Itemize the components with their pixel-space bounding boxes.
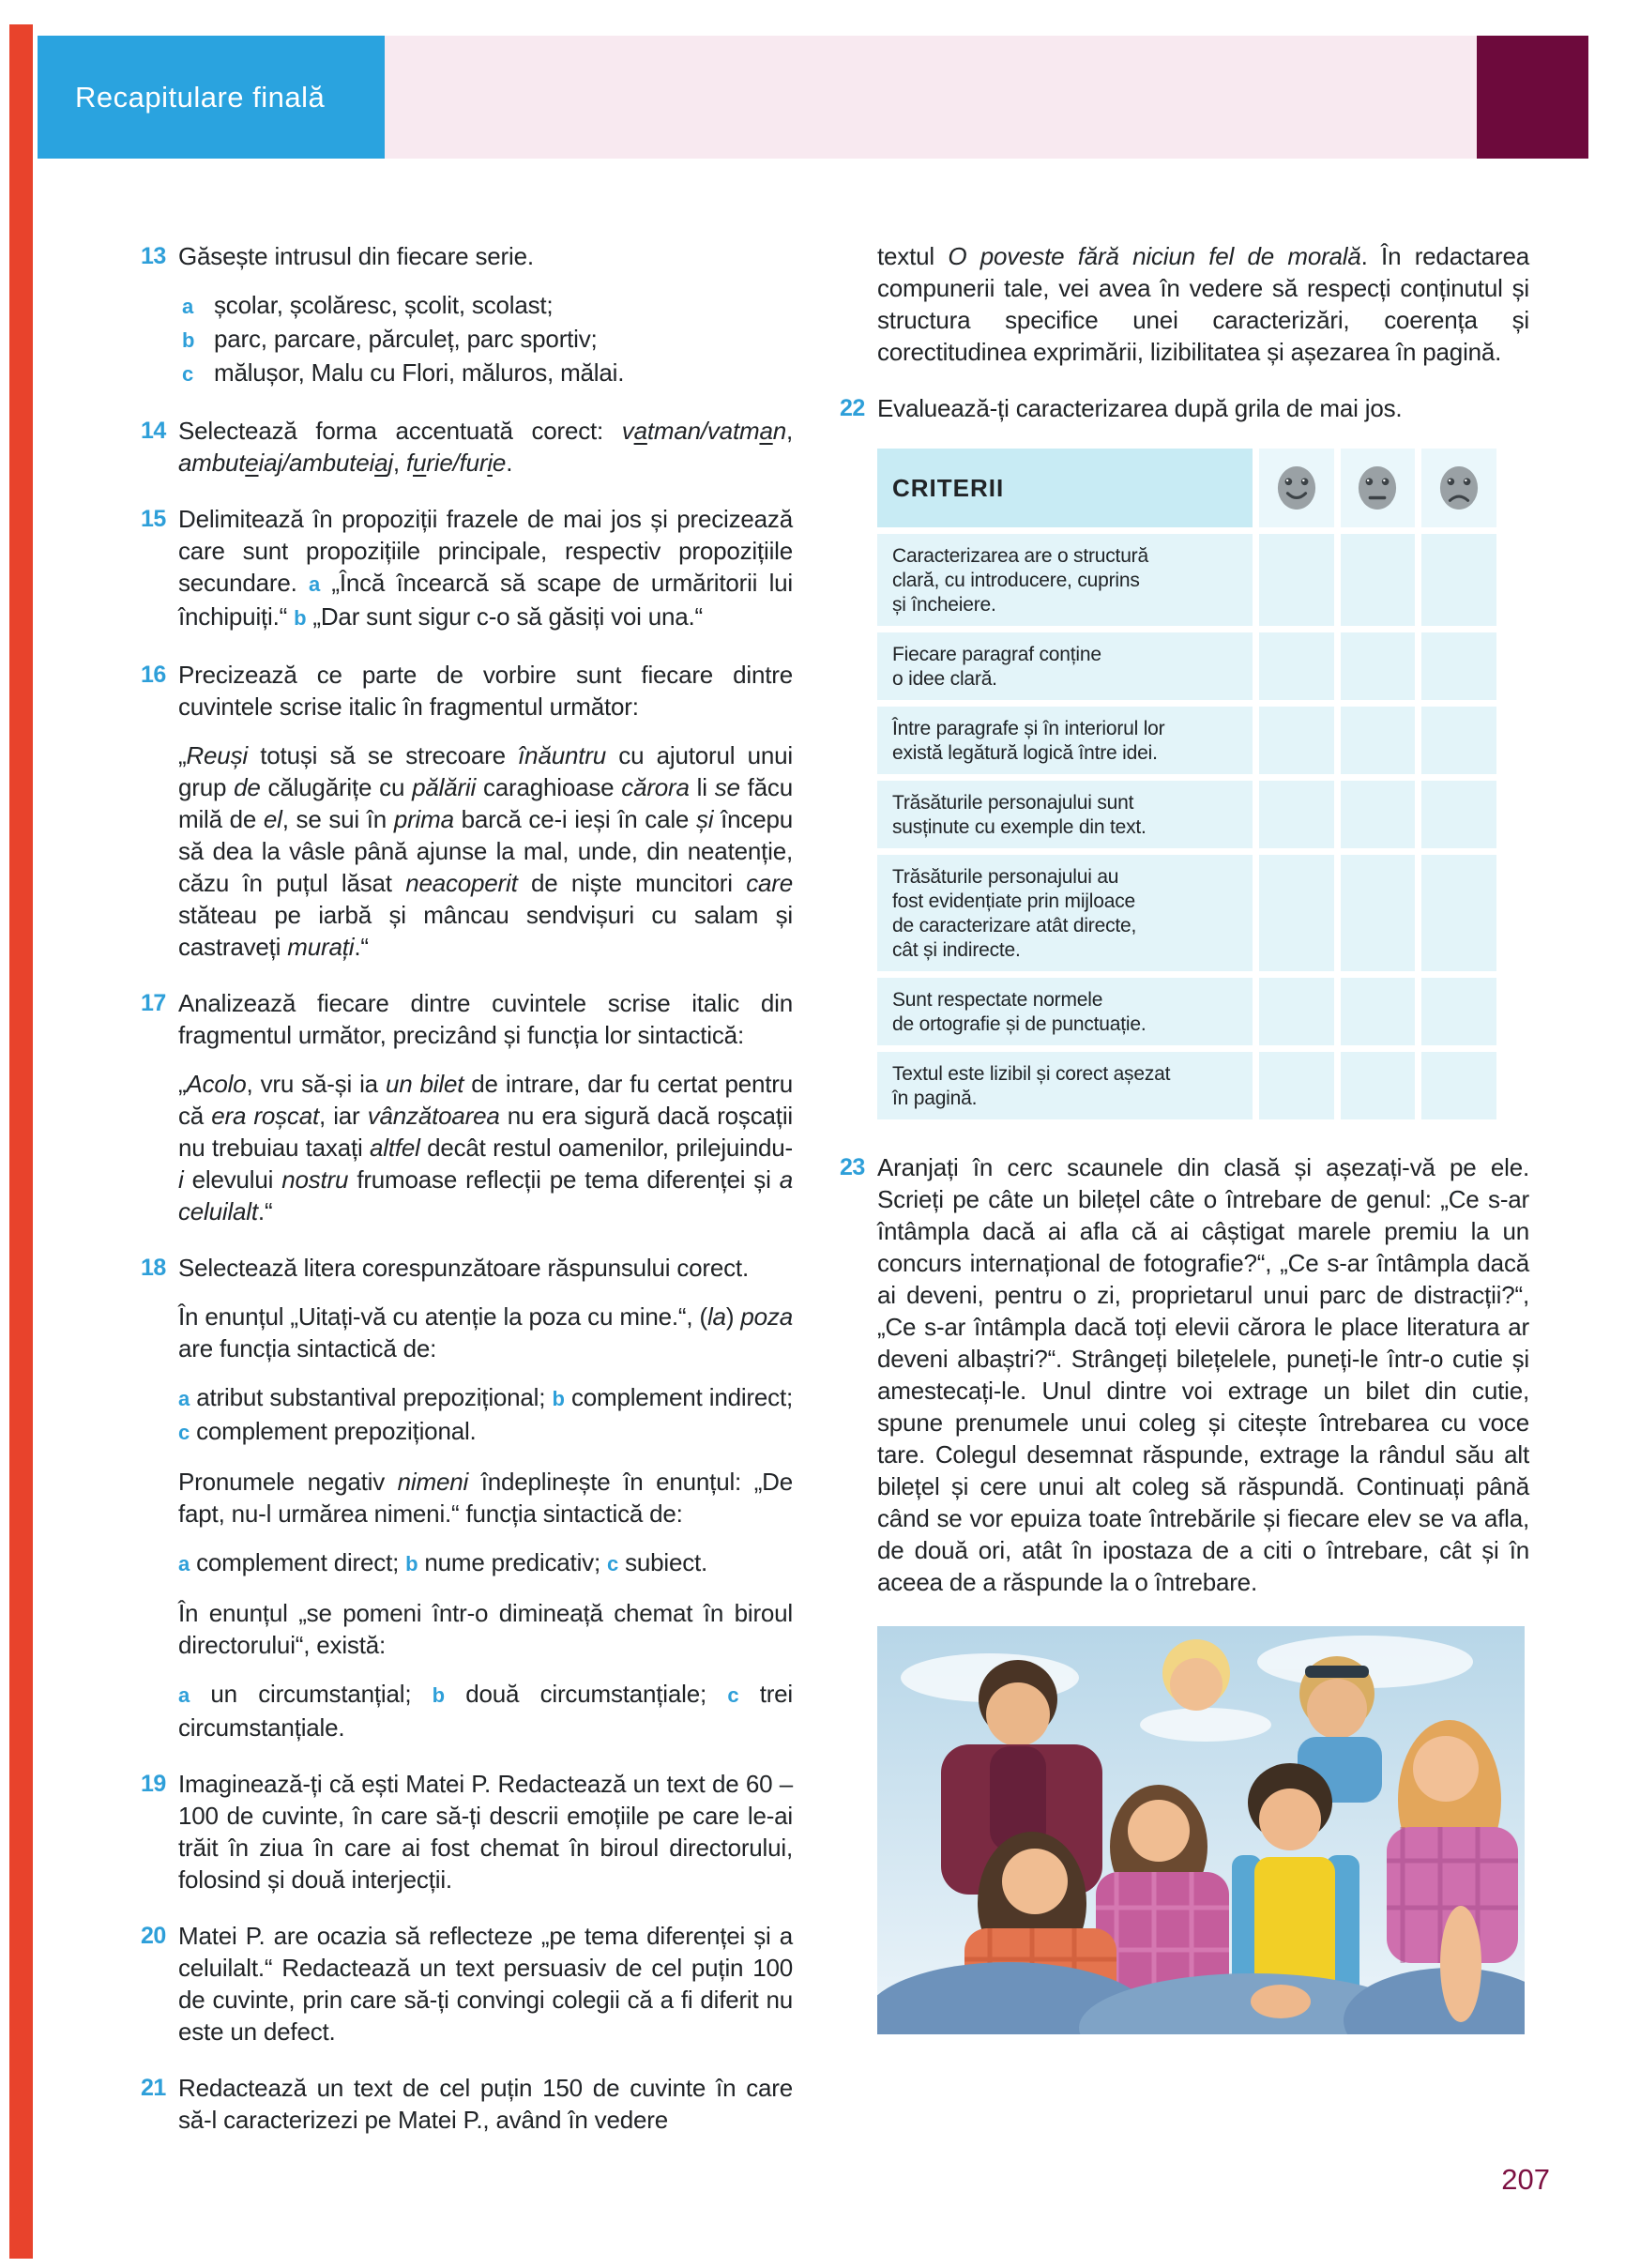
text-segment: de niște muncitori <box>517 869 747 897</box>
text-segment: are funcția sintactică de: <box>178 1334 437 1362</box>
text-segment: Precizează ce parte de vorbire sunt fiecare dintre cuvintele scrise italic în fragmentul următor: <box>178 661 793 721</box>
table-row <box>877 1052 1496 1119</box>
text-segment: se <box>714 773 740 801</box>
text-segment: Delimitează în propoziții frazele de mai jos și precizează care sunt propozițiile principale, respectiv propozițiile secundare. <box>178 505 793 597</box>
text-segment: , <box>392 449 406 477</box>
option-line <box>178 323 793 357</box>
exercise-body <box>178 659 793 963</box>
criteria-line: fost evidențiate prin mijloace <box>892 890 1135 912</box>
answer-cell <box>1259 978 1334 1045</box>
text-segment: Analizează fiecare dintre cuvintele scrise italic din fragmentul următor, precizând și funcția lor sintactică: <box>178 989 793 1049</box>
text-segment: cu ajutorul unui grup <box>178 741 793 801</box>
table-row <box>877 855 1496 971</box>
text-segment: nume predicativ; <box>418 1548 607 1576</box>
answer-cell <box>1421 632 1496 700</box>
criteria-line: Sunt respectate normele <box>892 989 1103 1011</box>
text-segment: „ <box>178 1070 187 1098</box>
text-segment: nu era sigură dacă roșcații nu trebuiau taxați <box>178 1102 793 1162</box>
text-segment: Aranjați în cerc scaunele din clasă și așezați-vă pe ele. Scrieți pe câte un bilețel câte o întrebare de genul: „Ce s-ar întâmpla dacă ai afla că ai câștigat marele premiu la un concurs internațional de fotografie?“, „Ce s-ar întâmpla dacă ai deveni, pentru o zi, proprietarul unui parc de distracții?“, „Ce s-ar întâmpla dacă toți elevii cărora le place literatura ar deveni albaștri?“. Strângeți bilețelele, puneți-le într-o cutie și amestecați-le. Unul dintre voi extrage un bilet din cutie, spune prenumele unui coleg și citește întrebarea cu voce tare. Colegul desemnat răspunde, extrage la rândul său alt bilețel și cere unui alt coleg să răspundă. Continuați până când se vor epuiza toate întrebările și fiecare elev se va afla, de două ori, atât în ipostaza de a citi o întrebare, cât și în aceea de a răspunde la o întrebare. <box>877 1153 1529 1596</box>
criteria-cell <box>877 1052 1253 1119</box>
text-segment: nostru <box>281 1165 349 1194</box>
paragraph <box>877 392 1529 424</box>
option-letter: b <box>432 1683 445 1707</box>
text-segment: Selectează forma accentuată corect: <box>178 417 622 445</box>
option-letter: a <box>178 1683 190 1707</box>
paragraph <box>178 503 793 634</box>
paragraph <box>178 1597 793 1661</box>
text-segment: n <box>772 417 786 445</box>
criteria-cell <box>877 978 1253 1045</box>
text-segment: „ <box>178 741 187 769</box>
option-letter: b <box>294 606 307 630</box>
criteria-line: o idee clară. <box>892 668 997 690</box>
text-segment: murați <box>287 933 355 961</box>
exercise-number: 18 <box>141 1255 166 1281</box>
criteria-line: Între paragrafe și în interiorul lor <box>892 718 1165 739</box>
exercise-22 <box>840 392 1529 424</box>
exercise-17 <box>141 987 793 1227</box>
text-segment: În enunțul „Uitați-vă cu atenție la poza cu mine.“, ( <box>178 1302 707 1331</box>
happy-face-icon <box>1259 449 1334 527</box>
table-row <box>877 707 1496 774</box>
text-segment: barcă ce-i ieși în cale <box>453 805 696 833</box>
option-letter: a <box>308 572 321 596</box>
exercise-13 <box>141 240 793 390</box>
criteria-line: Fiecare paragraf conține <box>892 644 1101 665</box>
answer-cell <box>1341 855 1416 971</box>
text-segment: îndeplinește în enunțul: „De fapt, nu-l urmărea nimeni.“ funcția sintactică de: <box>178 1468 793 1528</box>
criteria-line: Caracterizarea are o structură <box>892 545 1148 567</box>
option-letter: b <box>552 1387 565 1410</box>
answer-cell <box>1421 978 1496 1045</box>
exercise-body <box>178 240 793 390</box>
text-segment: el <box>263 805 282 833</box>
text-segment: j <box>387 449 393 477</box>
text-segment: atribut substantival prepozițional; <box>190 1383 553 1411</box>
text-segment: începu să dea la vâsle până ajunse la mal, unde, din neatenție, căzu în puțul lăsat <box>178 805 793 897</box>
exercise-number: 16 <box>141 662 166 688</box>
text-segment: a celuilalt <box>178 1165 793 1225</box>
paragraph <box>178 1546 793 1580</box>
neutral-face-glyph <box>1357 464 1398 511</box>
text-segment: făcu milă de <box>178 773 793 833</box>
text-segment: trei circumstanțiale. <box>178 1680 794 1742</box>
paragraph <box>178 1301 793 1364</box>
paragraph <box>178 1466 793 1530</box>
paragraph <box>178 739 793 963</box>
answer-cell <box>1341 978 1416 1045</box>
exercise-23 <box>840 1151 1529 1598</box>
text-segment: stăteau pe iarbă și mâncau sendvișuri cu salam și castraveți <box>178 901 793 961</box>
exercise-19 <box>141 1768 793 1895</box>
text-segment: rie/fur <box>426 449 488 477</box>
option-letter: a <box>178 1552 190 1575</box>
option-letter: b <box>405 1552 418 1575</box>
exercise-20 <box>141 1920 793 2047</box>
text-segment: textul <box>877 242 949 270</box>
text-segment: Redactează un text de cel puțin 150 de cuvinte în care să-l caracterizezi pe Matei P., având în vedere <box>178 2074 793 2134</box>
answer-cell <box>1259 707 1334 774</box>
text-segment: În enunțul „se pomeni într-o dimineață chemat în biroul directorului“, există: <box>178 1599 793 1659</box>
exercise-number: 23 <box>840 1154 865 1180</box>
text-segment: caraghioase <box>476 773 622 801</box>
criteria-rows <box>877 534 1496 1119</box>
paragraph <box>178 1252 793 1284</box>
exercise-14 <box>141 415 793 479</box>
teens-photo <box>877 1626 1525 2034</box>
text-segment: un bilet <box>385 1070 464 1098</box>
text-segment: complement indirect; <box>564 1383 793 1411</box>
text-segment: , <box>785 417 793 445</box>
text-segment: v <box>621 417 634 445</box>
criteria-line: de caracterizare atât directe, <box>892 915 1137 936</box>
exercise-body <box>178 1252 793 1743</box>
exercise-body <box>178 2072 793 2136</box>
options <box>178 289 793 390</box>
criteria-line: și încheiere. <box>892 594 996 616</box>
option-letter: a <box>182 295 194 318</box>
text-segment: u <box>413 449 427 477</box>
text-segment: a <box>374 449 388 477</box>
text-segment: f <box>405 449 414 477</box>
happy-face-glyph <box>1276 464 1317 511</box>
neutral-face-icon <box>1341 449 1416 527</box>
text-segment: ) <box>725 1302 741 1331</box>
answer-cell <box>1341 1052 1416 1119</box>
paragraph <box>877 1151 1529 1598</box>
text-segment: i <box>487 449 493 477</box>
exercise-number: 15 <box>141 506 166 532</box>
table-row <box>877 781 1496 848</box>
text-segment: nimeni <box>397 1468 469 1496</box>
answer-cell <box>1259 781 1334 848</box>
text-segment: ambut <box>178 449 246 477</box>
exercise-number: 13 <box>141 243 166 269</box>
intro-paragraph <box>877 240 1529 368</box>
paragraph <box>178 240 793 272</box>
answer-cell <box>1341 781 1416 848</box>
text-segment: a <box>759 417 773 445</box>
paragraph <box>178 1381 793 1449</box>
option-letter: c <box>607 1552 619 1575</box>
text-segment: complement prepozițional. <box>190 1417 477 1445</box>
table-row <box>877 534 1496 626</box>
text-segment: Evaluează-ți caracterizarea după grila de mai jos. <box>877 394 1403 422</box>
chapter-tab-label: Recapitulare finală <box>75 80 326 114</box>
text-segment: Reuși <box>186 741 248 769</box>
criteria-header-cell: CRITERII <box>877 449 1253 527</box>
sad-face-icon <box>1421 449 1496 527</box>
answer-cell <box>1259 855 1334 971</box>
paragraph <box>178 1768 793 1895</box>
option-line <box>178 289 793 323</box>
text-segment: decât restul oamenilor, prilejuindu- <box>419 1134 793 1162</box>
answer-cell <box>1421 855 1496 971</box>
page-edge-strip <box>9 24 33 2259</box>
text-segment: subiect. <box>618 1548 708 1576</box>
text-segment: parc, parcare, părculeț, parc sportiv; <box>214 325 598 353</box>
text-segment: frumoase reflecții pe tema diferenței și <box>348 1165 780 1194</box>
exercise-number: 20 <box>141 1923 166 1949</box>
exercise-body <box>877 1151 1529 1598</box>
teens-photo-illustration <box>877 1626 1525 2034</box>
text-segment: Matei P. are ocazia să reflecteze „pe tema diferenței și a celuilalt.“ Redactează un text persuasiv de cel puțin 100 de cuvinte, prin care să-ți convingi colegii că a fi diferit nu este un defect. <box>178 1922 793 2046</box>
text-segment: înăuntru <box>518 741 606 769</box>
text-segment: i <box>178 1165 184 1194</box>
text-segment: un circumstanțial; <box>190 1680 433 1708</box>
text-segment: la <box>706 1302 726 1331</box>
text-segment: altfel <box>369 1134 420 1162</box>
exercise-body <box>178 1920 793 2047</box>
criteria-table <box>877 449 1496 1119</box>
answer-cell <box>1421 534 1496 626</box>
text-segment: e <box>245 449 259 477</box>
text-segment: de <box>234 773 261 801</box>
text-segment: Selectează litera corespunzătoare răspunsului corect. <box>178 1254 749 1282</box>
paragraph <box>178 415 793 479</box>
text-segment: totuși să se strecoare <box>247 741 519 769</box>
text-segment: de intrare, dar fu certat pentru că <box>178 1070 793 1130</box>
text-segment: mălușor, Malu cu Flori, măluros, mălai. <box>214 358 625 387</box>
answer-cell <box>1421 781 1496 848</box>
criteria-cell <box>877 855 1253 971</box>
criteria-cell <box>877 632 1253 700</box>
exercise-body <box>178 415 793 479</box>
table-row <box>877 632 1496 700</box>
option-letter: c <box>182 362 194 386</box>
text-segment: Acolo <box>186 1070 247 1098</box>
paragraph <box>178 1678 793 1743</box>
right-column <box>840 240 1529 2034</box>
criteria-cell <box>877 781 1253 848</box>
exercise-21 <box>141 2072 793 2136</box>
text-segment: care <box>746 869 793 897</box>
text-segment: călugărițe cu <box>260 773 413 801</box>
exercise-number: 21 <box>141 2075 166 2101</box>
option-letter: a <box>178 1387 190 1410</box>
text-segment: , se sui în <box>281 805 394 833</box>
answer-cell <box>1341 534 1416 626</box>
criteria-cell <box>877 534 1253 626</box>
exercise-body <box>178 503 793 634</box>
paragraph <box>178 987 793 1051</box>
option-line <box>178 357 793 390</box>
text-segment: Imaginează-ți că ești Matei P. Redactează un text de 60 – 100 de cuvinte, în care să-ți descrii emoțiile pe care le-ai trăit în ziua în care ai fost chemat în biroul directorului, folosind și două interjecții. <box>178 1770 793 1894</box>
text-segment: era roșcat <box>211 1102 320 1130</box>
criteria-line: în pagină. <box>892 1088 978 1109</box>
left-column <box>141 240 793 2160</box>
text-segment: , iar <box>319 1102 368 1130</box>
text-segment: „Încă încearcă să scape de urmăritorii lui închipuiți.“ <box>178 569 794 631</box>
option-letter: c <box>178 1421 190 1444</box>
paragraph <box>178 2072 793 2136</box>
option-letter: b <box>182 328 195 352</box>
criteria-cell <box>877 707 1253 774</box>
exercise-16 <box>141 659 793 963</box>
text-segment: pălării <box>412 773 477 801</box>
criteria-line: de ortografie și de punctuație. <box>892 1013 1147 1035</box>
text-segment: prima <box>393 805 454 833</box>
chapter-tab <box>38 36 385 159</box>
option-letter: c <box>727 1683 739 1707</box>
text-segment: vânzătoarea <box>367 1102 500 1130</box>
header-band <box>385 36 1477 159</box>
answer-cell <box>1341 632 1416 700</box>
text-segment: cărora <box>621 773 690 801</box>
text-segment: a <box>633 417 647 445</box>
answer-cell <box>1259 632 1334 700</box>
text-segment: , vru să-și ia <box>246 1070 386 1098</box>
text-segment: poza <box>740 1302 793 1331</box>
exercise-number: 14 <box>141 418 166 444</box>
table-row <box>877 978 1496 1045</box>
sad-face-glyph <box>1438 464 1480 511</box>
exercise-number: 22 <box>840 395 865 421</box>
exercise-body <box>178 1768 793 1895</box>
criteria-line: Trăsăturile personajului au <box>892 866 1119 888</box>
text-segment: li <box>689 773 715 801</box>
text-segment: elevului <box>183 1165 282 1194</box>
answer-cell <box>1421 1052 1496 1119</box>
exercise-number: 17 <box>141 990 166 1016</box>
text-segment: . <box>506 449 513 477</box>
exercise-body <box>877 392 1529 424</box>
criteria-line: clară, cu introducere, cuprins <box>892 570 1140 591</box>
criteria-line: Textul este lizibil și corect așezat <box>892 1063 1171 1085</box>
text-segment: și <box>695 805 714 833</box>
text-segment: .“ <box>354 933 369 961</box>
criteria-table-header <box>877 449 1496 527</box>
answer-cell <box>1421 707 1496 774</box>
exercise-number: 19 <box>141 1771 166 1797</box>
text-segment: O poveste fără niciun fel de morală <box>948 242 1361 270</box>
text-segment: neacoperit <box>405 869 518 897</box>
text-segment: iaj/ambutei <box>258 449 375 477</box>
text-segment: e <box>492 449 507 477</box>
paragraph <box>178 1068 793 1227</box>
criteria-line: cât și indirecte. <box>892 939 1021 961</box>
criteria-line: există legătură logică între idei. <box>892 742 1158 764</box>
paragraph <box>178 659 793 723</box>
text-segment: . În redactarea compunerii tale, vei avea în vedere să respecți conținutul și structura specifice unei caracterizări, coerența și corectitudinea exprimării, lizibilitatea și așezarea în pagină. <box>877 242 1530 366</box>
header-corner-block <box>1477 36 1588 159</box>
exercise-15 <box>141 503 793 634</box>
page-number: 207 <box>1501 2163 1550 2196</box>
text-segment: două circumstanțiale; <box>444 1680 728 1708</box>
text-segment: tman/vatm <box>646 417 760 445</box>
text-segment: școlar, școlăresc, școlit, scolast; <box>214 291 554 319</box>
exercise-body <box>178 987 793 1227</box>
paragraph <box>178 1920 793 2047</box>
text-segment: .“ <box>257 1197 273 1225</box>
exercise-18 <box>141 1252 793 1743</box>
answer-cell <box>1341 707 1416 774</box>
criteria-line: susținute cu exemple din text. <box>892 816 1147 838</box>
text-segment: Găsește intrusul din fiecare serie. <box>178 242 534 270</box>
text-segment: „Dar sunt sigur c-o să găsiți voi una.“ <box>306 602 703 631</box>
criteria-line: Trăsăturile personajului sunt <box>892 792 1134 814</box>
text-segment: complement direct; <box>190 1548 406 1576</box>
text-segment: Pronumele negativ <box>178 1468 398 1496</box>
answer-cell <box>1259 1052 1334 1119</box>
answer-cell <box>1259 534 1334 626</box>
